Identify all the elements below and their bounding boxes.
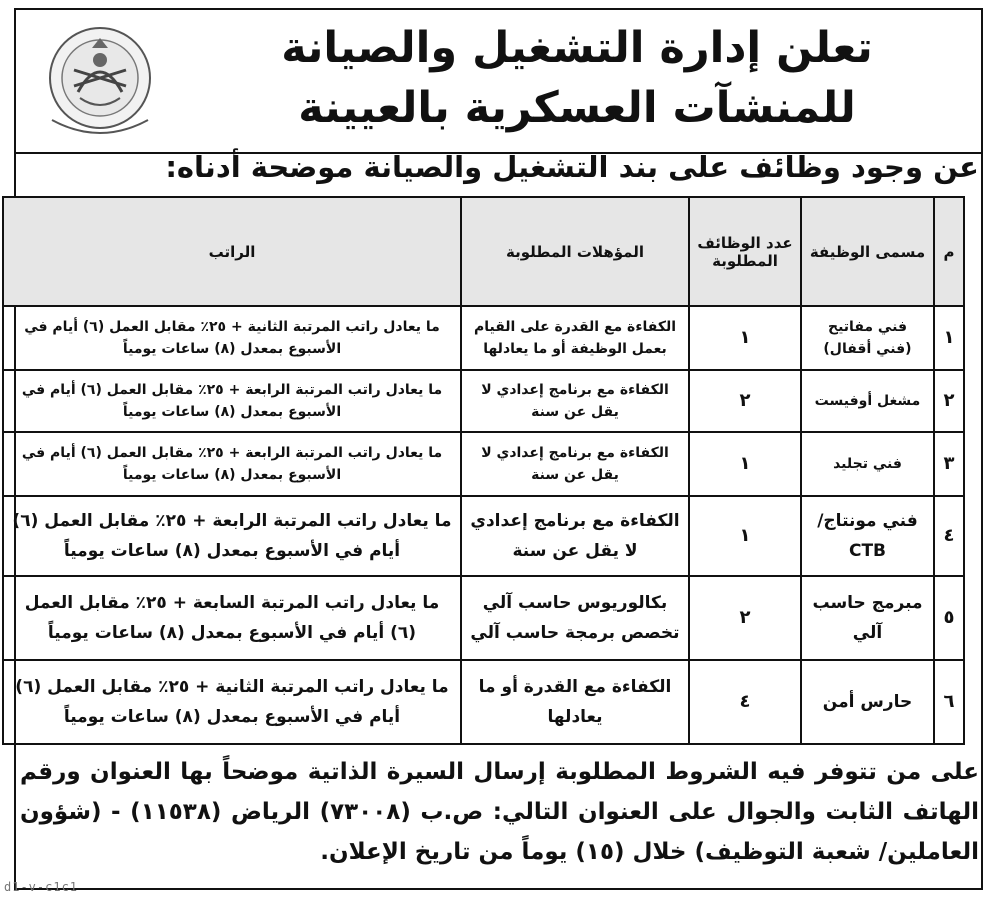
row-count: ٤ — [689, 660, 801, 744]
military-emblem-icon — [34, 22, 166, 140]
row-job-title: فني مونتاج/ CTB — [801, 496, 934, 576]
row-salary: ما يعادل راتب المرتبة الثانية + ٢٥٪ مقابل العمل (٦) أيام في الأسبوع بمعدل (٨) ساعات يومياً — [3, 306, 461, 370]
row-index: ٣ — [934, 432, 964, 496]
row-job-title: فني مفاتيح (فني أقفال) — [801, 306, 934, 370]
row-count: ١ — [689, 496, 801, 576]
row-count: ١ — [689, 432, 801, 496]
row-salary: ما يعادل راتب المرتبة السابعة + ٢٥٪ مقابل العمل (٦) أيام في الأسبوع بمعدل (٨) ساعات يومياً — [3, 576, 461, 660]
application-instructions: على من تتوفر فيه الشروط المطلوبة إرسال السيرة الذاتية موضحاً بها العنوان ورقم الهاتف الثابت والجوال على العنوان التالي: ص.ب (٧٣٠٠٨) الرياض (١١٥٣٨) - (شؤون العاملين/ شعبة التوظيف) خلال (١٥) يوماً من تاريخ الإعلان. — [20, 759, 980, 865]
row-job-title: فني تجليد — [801, 432, 934, 496]
row-count: ١ — [689, 306, 801, 370]
intro-text: عن وجود وظائف على بند التشغيل والصيانة موضحة أدناه: — [165, 150, 979, 184]
page-title: تعلن إدارة التشغيل والصيانة للمنشآت العسكرية بالعيينة — [281, 23, 873, 133]
column-header-count: عدد الوظائف المطلوبة — [689, 197, 801, 306]
column-header-salary: الراتب — [3, 197, 461, 306]
row-qualification: الكفاءة مع برنامج إعدادي لا يقل عن سنة — [461, 496, 689, 576]
row-job-title: حارس أمن — [801, 660, 934, 744]
table-row — [3, 432, 964, 496]
row-job-title: مشغل أوفيست — [801, 370, 934, 432]
table-row — [3, 306, 964, 370]
column-header-qualification: المؤهلات المطلوبة — [461, 197, 689, 306]
row-count: ٢ — [689, 370, 801, 432]
header — [16, 10, 981, 154]
row-index: ٥ — [934, 576, 964, 660]
watermark: d1-v-c1c1 — [4, 880, 79, 894]
row-index: ٢ — [934, 370, 964, 432]
row-qualification: الكفاءة مع برنامج إعدادي لا يقل عن سنة — [461, 432, 689, 496]
column-header-index: م — [934, 197, 964, 306]
table-row — [3, 496, 964, 576]
row-index: ٤ — [934, 496, 964, 576]
row-salary: ما يعادل راتب المرتبة الرابعة + ٢٥٪ مقابل العمل (٦) أيام في الأسبوع بمعدل (٨) ساعات يومياً — [3, 496, 461, 576]
table-row — [3, 660, 964, 744]
row-count: ٢ — [689, 576, 801, 660]
row-salary: ما يعادل راتب المرتبة الرابعة + ٢٥٪ مقابل العمل (٦) أيام في الأسبوع بمعدل (٨) ساعات يومياً — [3, 370, 461, 432]
row-index: ١ — [934, 306, 964, 370]
row-salary: ما يعادل راتب المرتبة الثانية + ٢٥٪ مقابل العمل (٦) أيام في الأسبوع بمعدل (٨) ساعات يومياً — [3, 660, 461, 744]
row-salary: ما يعادل راتب المرتبة الرابعة + ٢٥٪ مقابل العمل (٦) أيام في الأسبوع بمعدل (٨) ساعات يومياً — [3, 432, 461, 496]
table-row — [3, 370, 964, 432]
table-header-row — [3, 197, 964, 306]
row-index: ٦ — [934, 660, 964, 744]
row-job-title: مبرمج حاسب آلي — [801, 576, 934, 660]
column-header-title: مسمى الوظيفة — [801, 197, 934, 306]
jobs-table — [2, 196, 965, 745]
row-qualification: الكفاءة مع القدرة أو ما يعادلها — [461, 660, 689, 744]
row-qualification: الكفاءة مع القدرة على القيام بعمل الوظيفة أو ما يعادلها — [461, 306, 689, 370]
row-qualification: بكالوريوس حاسب آلي تخصص برمجة حاسب آلي — [461, 576, 689, 660]
row-qualification: الكفاءة مع برنامج إعدادي لا يقل عن سنة — [461, 370, 689, 432]
table-row — [3, 576, 964, 660]
